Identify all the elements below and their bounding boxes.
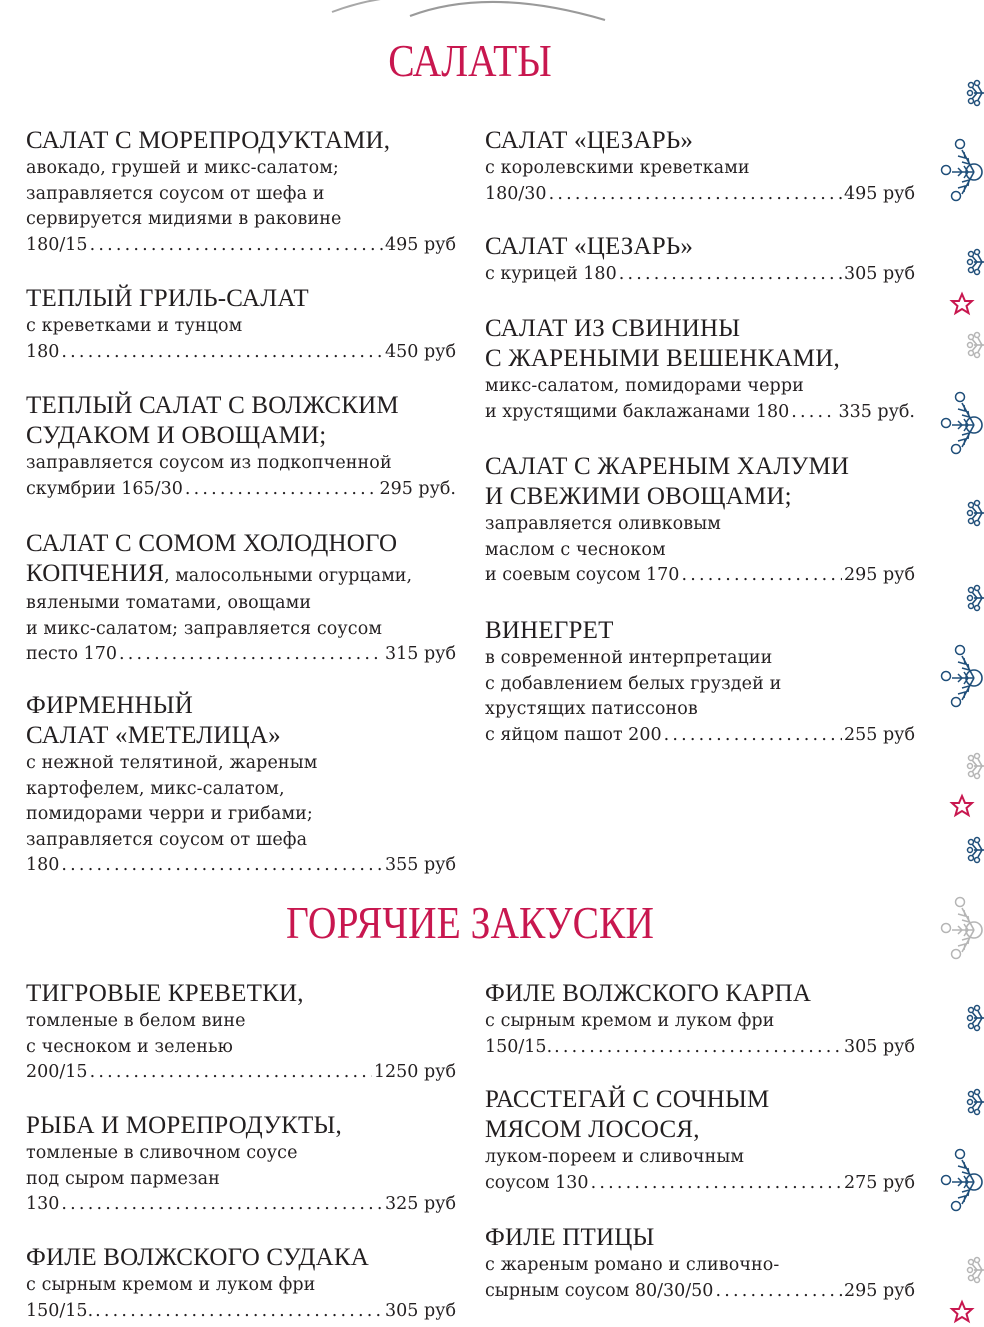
dish-weight: 130 (26, 1194, 60, 1214)
dish-name: РЫБА И МОРЕПРОДУКТЫ, (26, 1112, 342, 1139)
dot-leader (90, 233, 383, 259)
dish-name: ФИЛЕ ПТИЦЫ (485, 1224, 655, 1251)
price-line (26, 1192, 456, 1218)
dish-weight: 150/15. (26, 1300, 94, 1321)
star-icon (952, 294, 972, 313)
price-line (26, 1299, 456, 1325)
dish-weight: 200/15 (26, 1062, 88, 1082)
dish-name: САЛАТ «МЕТЕЛИЦА» (26, 722, 281, 749)
menu-item (485, 1085, 915, 1196)
dish-description: томленые в сливочном соусе (26, 1143, 298, 1163)
dot-leader (95, 1299, 383, 1325)
dish-name: ВИНЕГРЕТ (485, 617, 614, 644)
dish-name: САЛАТ С МОРЕПРОДУКТАМИ, (26, 127, 391, 154)
section-title-hot-appetizers: ГОРЯЧИЕ ЗАКУСКИ (285, 897, 655, 948)
dish-name: САЛАТ «ЦЕЗАРЬ» (485, 233, 694, 260)
dish-description: вялеными томатами, овощами (26, 593, 312, 613)
menu-item (26, 284, 456, 365)
dish-price: 255 руб (844, 724, 915, 745)
dish-price: 335 руб. (838, 401, 915, 422)
dish-description: с добавлением белых груздей и (485, 673, 782, 694)
dish-name (26, 559, 456, 591)
dish-description: под сыром пармезан (26, 1168, 220, 1189)
snowflake-icon (942, 140, 983, 201)
snowflake-icon (942, 393, 983, 454)
menu-item (485, 452, 915, 589)
snowflake-icon (968, 1006, 984, 1031)
dish-description: с чесноком и зеленью (26, 1036, 233, 1057)
dish-name: ФИЛЕ ВОЛЖСКОГО СУДАКА (26, 1244, 369, 1271)
dish-name: САЛАТ ИЗ СВИНИНЫ (485, 315, 741, 342)
snowflake-icon (968, 1090, 984, 1115)
dish-price: 295 руб (844, 1280, 915, 1301)
price-line (26, 340, 456, 366)
dish-description: помидорами черри и грибами; (26, 804, 313, 824)
snowflake-icon (968, 586, 984, 611)
dish-name: С ЖАРЕНЫМИ ВЕШЕНКАМИ, (485, 345, 840, 372)
dish-description: заправляется оливковым (485, 514, 721, 534)
dish-description: с креветками и тунцом (26, 316, 243, 336)
menu-item (485, 616, 915, 748)
dish-description: с сырным кремом и луком фри (485, 1011, 775, 1031)
dish-name: ФИРМЕННЫЙ (26, 692, 193, 719)
dot-leader (664, 723, 842, 749)
dish-name: МЯСОМ ЛОСОСЯ, (485, 1116, 700, 1143)
dish-description: маслом с чесноком (485, 539, 666, 560)
dish-weight: сырным соусом 80/30/50 (485, 1280, 714, 1301)
dish-weight: с яйцом пашот 200 (485, 724, 662, 745)
dish-weight: песто 170 (26, 644, 118, 664)
dish-name-part: КОПЧЕНИЯ (26, 560, 165, 587)
price-line (485, 262, 915, 288)
dish-description: сервируется мидиями в раковине (26, 209, 342, 229)
dish-weight: 150/15. (485, 1036, 553, 1057)
dish-description: и микс-салатом; заправляется соусом (26, 618, 383, 639)
dish-name: САЛАТ С СОМОМ ХОЛОДНОГО (26, 530, 398, 557)
dish-price: 305 руб (844, 264, 915, 284)
dot-leader (591, 1171, 842, 1197)
dish-weight: 180/30 (485, 183, 547, 204)
dish-price: 295 руб (844, 565, 915, 585)
dish-weight: и соевым соусом 170 (485, 565, 680, 585)
dish-description: с сырным кремом и луком фри (26, 1275, 316, 1295)
dish-price: 295 руб. (379, 478, 456, 499)
dot-leader (791, 400, 836, 426)
dish-description: с королевскими креветками (485, 158, 750, 178)
snowflake-icon (968, 754, 984, 779)
snowflake-icon (968, 838, 984, 863)
price-line (485, 400, 915, 426)
dish-price: 275 руб (844, 1172, 915, 1193)
dish-description: заправляется соусом из подкопченной (26, 453, 392, 473)
section-title-salads: САЛАТЫ (388, 35, 552, 86)
dish-description: авокадо, грушей и микс-салатом; (26, 158, 339, 178)
dot-leader (61, 1192, 383, 1218)
dish-price: 315 руб (385, 644, 456, 664)
dish-price: 355 руб (385, 855, 456, 875)
dish-description: картофелем, микс-салатом, (26, 778, 285, 799)
price-line (26, 853, 456, 879)
price-line (26, 1060, 456, 1086)
snowflake-icon (968, 81, 984, 106)
dish-name: И СВЕЖИМИ ОВОЩАМИ; (485, 483, 792, 510)
dish-description: с нежной телятиной, жареным (26, 753, 318, 773)
dot-leader (549, 182, 842, 208)
dot-leader (61, 853, 383, 879)
menu-item (485, 232, 915, 288)
dish-price: 1250 руб (373, 1062, 456, 1082)
dish-description: хрустящих патиссонов (485, 699, 698, 719)
dish-description: заправляется соусом от шефа и (26, 183, 325, 204)
price-line (26, 477, 456, 503)
dish-description: , малосольными огурцами, (164, 566, 413, 586)
star-icon (952, 1302, 972, 1321)
dish-price: 305 руб (844, 1036, 915, 1057)
dish-name: САЛАТ «ЦЕЗАРЬ» (485, 127, 694, 154)
dish-weight: и хрустящими баклажанами 180 (485, 401, 790, 422)
dish-price: 495 руб (844, 183, 915, 204)
dot-leader (619, 262, 842, 288)
price-line (485, 1171, 915, 1197)
dish-weight: 180/15 (26, 234, 88, 255)
menu-item (26, 391, 456, 502)
dish-name: ТЕПЛЫЙ САЛАТ С ВОЛЖСКИМ (26, 392, 399, 419)
price-line (485, 563, 915, 589)
menu-item (485, 1223, 915, 1304)
menu-item (26, 126, 456, 258)
dot-leader (119, 642, 383, 668)
dish-description: в современной интерпретации (485, 648, 773, 668)
dish-description: микс-салатом, помидорами черри (485, 376, 804, 396)
arc-ornament-icon (320, 0, 620, 30)
price-line (485, 723, 915, 749)
snowflake-icon (942, 1150, 983, 1211)
dish-price: 495 руб (385, 234, 456, 255)
dot-leader (61, 340, 383, 366)
price-line (485, 182, 915, 208)
dot-leader (681, 563, 842, 589)
dish-weight: соусом 130 (485, 1172, 589, 1193)
dish-price: 450 руб (385, 341, 456, 362)
menu-item (485, 314, 915, 425)
dish-weight: с курицей 180 (485, 264, 617, 284)
dish-weight: 180 (26, 341, 60, 362)
menu-item (26, 691, 456, 879)
dish-weight: скумбрии 165/30 (26, 478, 183, 499)
dot-leader (185, 477, 378, 503)
menu-item (26, 1243, 456, 1324)
dish-price: 305 руб (385, 1300, 456, 1321)
dish-weight: 180 (26, 855, 60, 875)
dish-name: РАССТЕГАЙ С СОЧНЫМ (485, 1086, 770, 1113)
price-line (485, 1279, 915, 1305)
snowflake-icon (942, 646, 983, 707)
menu-item (485, 126, 915, 207)
price-line (485, 1035, 915, 1061)
dish-description: луком-пореем и сливочным (485, 1147, 745, 1167)
dish-name: СУДАКОМ И ОВОЩАМИ; (26, 422, 327, 449)
dish-description: томленые в белом вине (26, 1011, 246, 1031)
dot-leader (90, 1060, 372, 1086)
dish-description: заправляется соусом от шефа (26, 829, 308, 850)
dish-description: с жареным романо и сливочно- (485, 1255, 780, 1275)
snowflake-icon (942, 898, 983, 959)
menu-item (26, 979, 456, 1086)
dot-leader (554, 1035, 842, 1061)
dish-name: ТИГРОВЫЕ КРЕВЕТКИ, (26, 980, 304, 1007)
dot-leader (715, 1279, 842, 1305)
star-icon (952, 796, 972, 815)
snowflake-icon (968, 1258, 984, 1283)
menu-item (26, 1111, 456, 1218)
menu-item (485, 979, 915, 1060)
dish-name: ФИЛЕ ВОЛЖСКОГО КАРПА (485, 980, 812, 1007)
menu-item (26, 529, 456, 668)
price-line (26, 233, 456, 259)
price-line (26, 642, 456, 668)
snowflake-icon (968, 333, 984, 358)
dish-name: САЛАТ С ЖАРЕНЫМ ХАЛУМИ (485, 453, 850, 480)
snowflake-icon (968, 501, 984, 526)
dish-name: ТЕПЛЫЙ ГРИЛЬ-САЛАТ (26, 285, 309, 312)
snowflake-icon (968, 250, 984, 275)
dish-price: 325 руб (385, 1194, 456, 1214)
